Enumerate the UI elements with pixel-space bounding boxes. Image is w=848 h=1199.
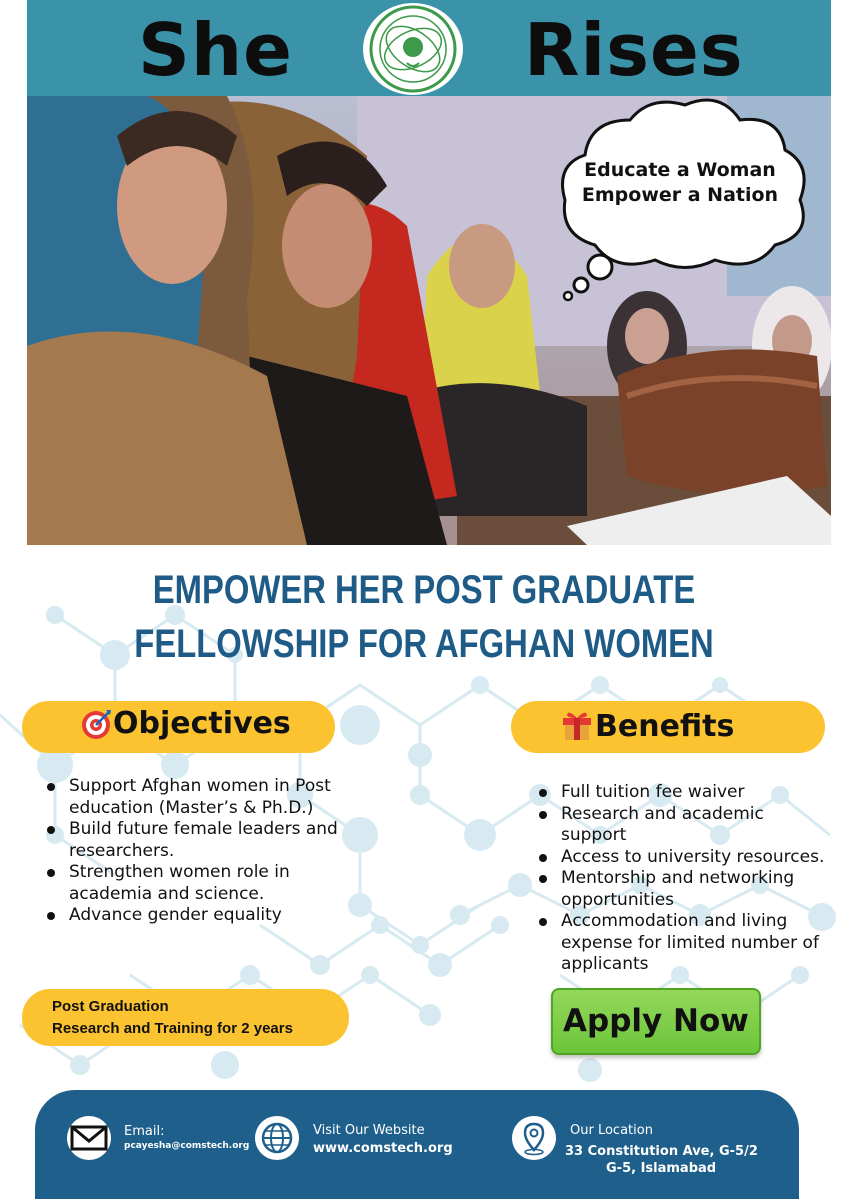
objective-item: Advance gender equality xyxy=(45,905,375,927)
website-link[interactable]: www.comstech.org xyxy=(313,1141,453,1156)
benefits-list xyxy=(537,782,837,976)
apply-now-button[interactable]: Apply Now xyxy=(551,988,761,1055)
location-line-2: G-5, Islamabad xyxy=(606,1161,717,1176)
comstech-logo-icon xyxy=(363,3,463,95)
benefit-item: Access to university resources. xyxy=(537,847,837,869)
duration-line-1: Post Graduation xyxy=(52,998,169,1015)
benefit-item: Full tuition fee waiver xyxy=(537,782,837,804)
objectives-title: Objectives xyxy=(113,706,291,741)
benefits-title: Benefits xyxy=(595,709,735,744)
headline-line-1: EMPOWER HER POST GRADUATE xyxy=(152,568,696,612)
objective-item: Support Afghan women in Post education (Master’s & Ph.D.) xyxy=(45,776,375,819)
title-word-she: She xyxy=(138,8,293,92)
location-label: Our Location xyxy=(570,1123,653,1138)
email-label: Email: xyxy=(124,1124,165,1139)
website-label: Visit Our Website xyxy=(313,1123,425,1138)
bubble-line-1: Educate a Woman xyxy=(584,159,776,181)
target-icon xyxy=(80,708,112,740)
objective-item: Build future female leaders and researchers. xyxy=(45,819,375,862)
location-line-1: 33 Constitution Ave, G-5/2 xyxy=(565,1144,758,1159)
location-pin-icon xyxy=(512,1116,556,1160)
objectives-list xyxy=(45,776,375,927)
bubble-text xyxy=(565,158,795,208)
globe-icon xyxy=(255,1116,299,1160)
headline-line-2: FELLOWSHIP FOR AFGHAN WOMEN xyxy=(134,622,714,666)
benefit-item: Accommodation and living expense for limited number of applicants xyxy=(537,911,837,976)
objective-item: Strengthen women role in academia and science. xyxy=(45,862,375,905)
benefit-item: Research and academic support xyxy=(537,804,837,847)
duration-line-2: Research and Training for 2 years xyxy=(52,1020,293,1037)
bubble-line-2: Empower a Nation xyxy=(581,184,779,206)
title-word-rises: Rises xyxy=(524,8,744,92)
email-icon xyxy=(67,1116,111,1160)
gift-icon xyxy=(562,709,592,741)
email-link[interactable]: pcayesha@comstech.org xyxy=(124,1141,250,1151)
benefit-item: Mentorship and networking opportunities xyxy=(537,868,837,911)
